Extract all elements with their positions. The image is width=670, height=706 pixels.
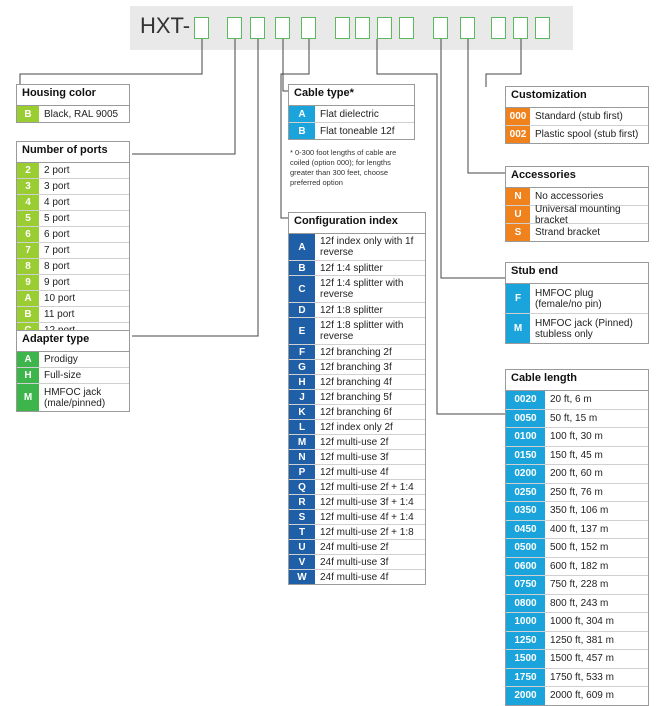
option-code: 0450	[506, 521, 545, 539]
option-row	[506, 576, 648, 595]
option-code: D	[289, 303, 315, 317]
option-row	[506, 108, 648, 126]
option-desc: 12f branching 2f	[320, 346, 392, 358]
option-row	[289, 106, 414, 123]
option-row	[289, 345, 425, 360]
option-code: W	[289, 570, 315, 584]
option-code: 000	[506, 108, 530, 125]
option-code: 0250	[506, 484, 545, 502]
panel-title: Accessories	[506, 167, 648, 188]
option-code: 2	[17, 163, 39, 178]
option-code: G	[289, 360, 315, 374]
option-desc: 150 ft, 45 m	[550, 449, 603, 461]
option-code: T	[289, 525, 315, 539]
option-desc: Strand bracket	[535, 227, 601, 238]
option-desc: Standard (stub first)	[535, 111, 623, 122]
connector-adapter-type	[132, 39, 258, 336]
option-row	[17, 243, 129, 259]
option-desc: 1250 ft, 381 m	[550, 634, 614, 646]
option-desc: 400 ft, 137 m	[550, 523, 609, 535]
ports-rows	[17, 163, 129, 338]
option-code: 1750	[506, 669, 545, 687]
option-row	[506, 391, 648, 410]
option-row	[506, 613, 648, 632]
option-row	[17, 275, 129, 291]
panel-title: Configuration index	[289, 213, 425, 234]
option-code: 0800	[506, 595, 545, 613]
option-desc: HMFOC plug (female/no pin)	[535, 287, 602, 310]
option-desc: 12f multi-use 4f + 1:4	[320, 511, 414, 523]
option-row	[289, 480, 425, 495]
panel-number-of-ports	[16, 141, 130, 339]
option-desc: 100 ft, 30 m	[550, 431, 603, 443]
option-row	[289, 303, 425, 318]
option-code: B	[17, 307, 39, 322]
option-code: U	[506, 206, 530, 223]
option-code: 4	[17, 195, 39, 210]
option-row	[289, 450, 425, 465]
option-code: 0500	[506, 539, 545, 557]
option-row	[506, 447, 648, 466]
option-code: H	[17, 368, 39, 383]
option-row	[17, 384, 129, 411]
panel-title: Cable type*	[289, 85, 414, 106]
option-desc: 8 port	[44, 261, 70, 272]
option-code: K	[289, 405, 315, 419]
option-row	[506, 558, 648, 577]
option-desc: 7 port	[44, 245, 70, 256]
option-desc: 12f multi-use 2f + 1:8	[320, 526, 414, 538]
option-desc: 12f multi-use 2f + 1:4	[320, 481, 414, 493]
option-desc: Black, RAL 9005	[44, 108, 119, 120]
option-row	[17, 307, 129, 323]
option-row	[289, 420, 425, 435]
option-code: 1250	[506, 632, 545, 650]
panel-title: Housing color	[17, 85, 129, 106]
option-desc: 11 port	[44, 309, 75, 320]
option-row	[289, 525, 425, 540]
panel-configuration-index	[288, 212, 426, 585]
option-desc: 1750 ft, 533 m	[550, 671, 614, 683]
option-desc: 500 ft, 152 m	[550, 542, 609, 554]
option-row	[17, 195, 129, 211]
option-row	[289, 123, 414, 139]
option-code: M	[289, 435, 315, 449]
option-row	[506, 314, 648, 343]
option-desc: Plastic spool (stub first)	[535, 129, 639, 140]
option-desc: 2000 ft, 609 m	[550, 690, 614, 702]
option-code: A	[17, 352, 39, 367]
option-desc: 24f multi-use 3f	[320, 556, 389, 568]
cable-type-footnote: * 0-300 foot lengths of cable are coiled (option 000); for lengths greater than 300 feet, choose preferred option	[290, 148, 397, 187]
option-desc: 800 ft, 243 m	[550, 597, 609, 609]
option-desc: 12f 1:4 splitter	[320, 262, 383, 274]
option-code: 0350	[506, 502, 545, 520]
panel-housing-color	[16, 84, 130, 123]
option-desc: 9 port	[44, 277, 70, 288]
option-row	[506, 632, 648, 651]
option-desc: No accessories	[535, 191, 604, 202]
option-desc: 2 port	[44, 165, 70, 176]
option-code: H	[289, 375, 315, 389]
option-row	[289, 276, 425, 303]
option-code: N	[506, 188, 530, 205]
option-desc: 5 port	[44, 213, 70, 224]
option-code: 0750	[506, 576, 545, 594]
option-code: B	[17, 106, 39, 122]
option-row	[506, 539, 648, 558]
option-desc: 1000 ft, 304 m	[550, 616, 614, 628]
panel-customization	[505, 86, 649, 144]
option-row	[506, 502, 648, 521]
option-desc: 12f multi-use 4f	[320, 466, 389, 478]
option-desc: 4 port	[44, 197, 70, 208]
option-desc: 50 ft, 15 m	[550, 412, 598, 424]
option-desc: 250 ft, 76 m	[550, 486, 603, 498]
option-desc: 750 ft, 228 m	[550, 579, 609, 591]
option-code: Q	[289, 480, 315, 494]
option-desc: 12f branching 3f	[320, 361, 392, 373]
option-row	[506, 484, 648, 503]
option-code: 1500	[506, 650, 545, 668]
connector-number-of-ports	[132, 39, 235, 154]
option-code: A	[17, 291, 39, 306]
option-desc: 12f multi-use 2f	[320, 436, 389, 448]
option-desc: 200 ft, 60 m	[550, 468, 603, 480]
option-code: 6	[17, 227, 39, 242]
option-desc: 24f multi-use 4f	[320, 571, 389, 583]
option-desc: Flat dielectric	[320, 108, 379, 120]
option-row	[506, 410, 648, 429]
option-row	[17, 368, 129, 384]
option-code: B	[289, 123, 315, 139]
option-desc: 12f multi-use 3f	[320, 451, 389, 463]
option-code: P	[289, 465, 315, 479]
option-code: 2000	[506, 687, 545, 705]
option-row	[506, 465, 648, 484]
option-desc: 6 port	[44, 229, 70, 240]
option-code: A	[289, 234, 315, 260]
option-row	[506, 428, 648, 447]
option-code: N	[289, 450, 315, 464]
panel-title: Stub end	[506, 263, 648, 284]
option-desc: Prodigy	[44, 354, 78, 365]
option-desc: 12f index only with 1f reverse	[320, 236, 414, 258]
panel-cable-length	[505, 369, 649, 706]
option-desc: HMFOC jack (Pinned) stubless only	[535, 317, 633, 340]
option-code: 0050	[506, 410, 545, 428]
option-desc: 12f 1:8 splitter with reverse	[320, 320, 404, 342]
option-desc: 3 port	[44, 181, 70, 192]
panel-title: Adapter type	[17, 331, 129, 352]
option-row	[506, 203, 648, 226]
option-code: 9	[17, 275, 39, 290]
option-desc: Flat toneable 12f	[320, 125, 395, 137]
option-row	[17, 211, 129, 227]
option-row	[289, 234, 425, 261]
option-row	[506, 687, 648, 705]
option-row	[289, 495, 425, 510]
option-row	[289, 465, 425, 480]
option-row	[289, 570, 425, 584]
option-code: 0150	[506, 447, 545, 465]
option-desc: 12f branching 6f	[320, 406, 392, 418]
option-row	[506, 595, 648, 614]
option-desc: 350 ft, 106 m	[550, 505, 609, 517]
option-code: E	[289, 318, 315, 344]
option-code: 0200	[506, 465, 545, 483]
option-code: U	[289, 540, 315, 554]
part-number-prefix: HXT-	[140, 13, 191, 38]
option-code: 3	[17, 179, 39, 194]
option-row	[17, 163, 129, 179]
option-code: 8	[17, 259, 39, 274]
option-row	[17, 352, 129, 368]
option-desc: 600 ft, 182 m	[550, 560, 609, 572]
option-code: 0100	[506, 428, 545, 446]
option-code: J	[289, 390, 315, 404]
option-row	[506, 126, 648, 143]
option-row	[289, 510, 425, 525]
panel-adapter-type	[16, 330, 130, 412]
option-desc: 12f 1:8 splitter	[320, 304, 383, 316]
option-row	[289, 261, 425, 276]
option-code: M	[17, 384, 39, 411]
option-desc: 12f branching 5f	[320, 391, 392, 403]
option-code: S	[506, 224, 530, 241]
option-code: 0020	[506, 391, 545, 409]
option-row	[289, 390, 425, 405]
option-row	[289, 360, 425, 375]
option-code: A	[289, 106, 315, 122]
option-code: 5	[17, 211, 39, 226]
panel-cable-type	[288, 84, 415, 140]
panel-title: Customization	[506, 87, 648, 108]
option-code: F	[289, 345, 315, 359]
option-row	[17, 106, 129, 122]
option-row	[289, 435, 425, 450]
connector-housing-color	[20, 39, 202, 86]
connector-stub-end	[441, 39, 505, 278]
option-desc: HMFOC jack (male/pinned)	[44, 386, 106, 409]
panel-title: Cable length	[506, 370, 648, 391]
option-desc: Universal mounting bracket	[535, 203, 621, 226]
option-row	[17, 227, 129, 243]
panel-accessories	[505, 166, 649, 242]
option-row	[506, 521, 648, 540]
option-desc: 12f 1:4 splitter with reverse	[320, 278, 404, 300]
option-row	[289, 555, 425, 570]
option-code: S	[289, 510, 315, 524]
option-desc: 12f multi-use 3f + 1:4	[320, 496, 414, 508]
option-code: L	[289, 420, 315, 434]
option-row	[506, 284, 648, 314]
option-row	[289, 318, 425, 345]
option-row	[17, 259, 129, 275]
option-code: 7	[17, 243, 39, 258]
option-code: C	[289, 276, 315, 302]
option-desc: 12f branching 4f	[320, 376, 392, 388]
panel-title: Number of ports	[17, 142, 129, 163]
option-code: 002	[506, 126, 530, 143]
option-code: F	[506, 284, 530, 313]
option-code: M	[506, 314, 530, 343]
option-code: R	[289, 495, 315, 509]
option-desc: 20 ft, 6 m	[550, 394, 592, 406]
connector-customization	[486, 39, 521, 87]
option-desc: Full-size	[44, 370, 82, 381]
connector-accessories	[468, 39, 505, 173]
option-row	[506, 650, 648, 669]
option-row	[289, 540, 425, 555]
panel-stub-end	[505, 262, 649, 344]
option-desc: 1500 ft, 457 m	[550, 653, 614, 665]
option-row	[289, 405, 425, 420]
option-row	[17, 291, 129, 307]
option-row	[17, 179, 129, 195]
option-desc: 12f index only 2f	[320, 421, 393, 433]
option-code: 0600	[506, 558, 545, 576]
option-code: B	[289, 261, 315, 275]
option-code: V	[289, 555, 315, 569]
option-desc: 10 port	[44, 293, 76, 304]
option-row	[289, 375, 425, 390]
option-desc: 24f multi-use 2f	[320, 541, 389, 553]
option-code: 1000	[506, 613, 545, 631]
option-row	[506, 669, 648, 688]
